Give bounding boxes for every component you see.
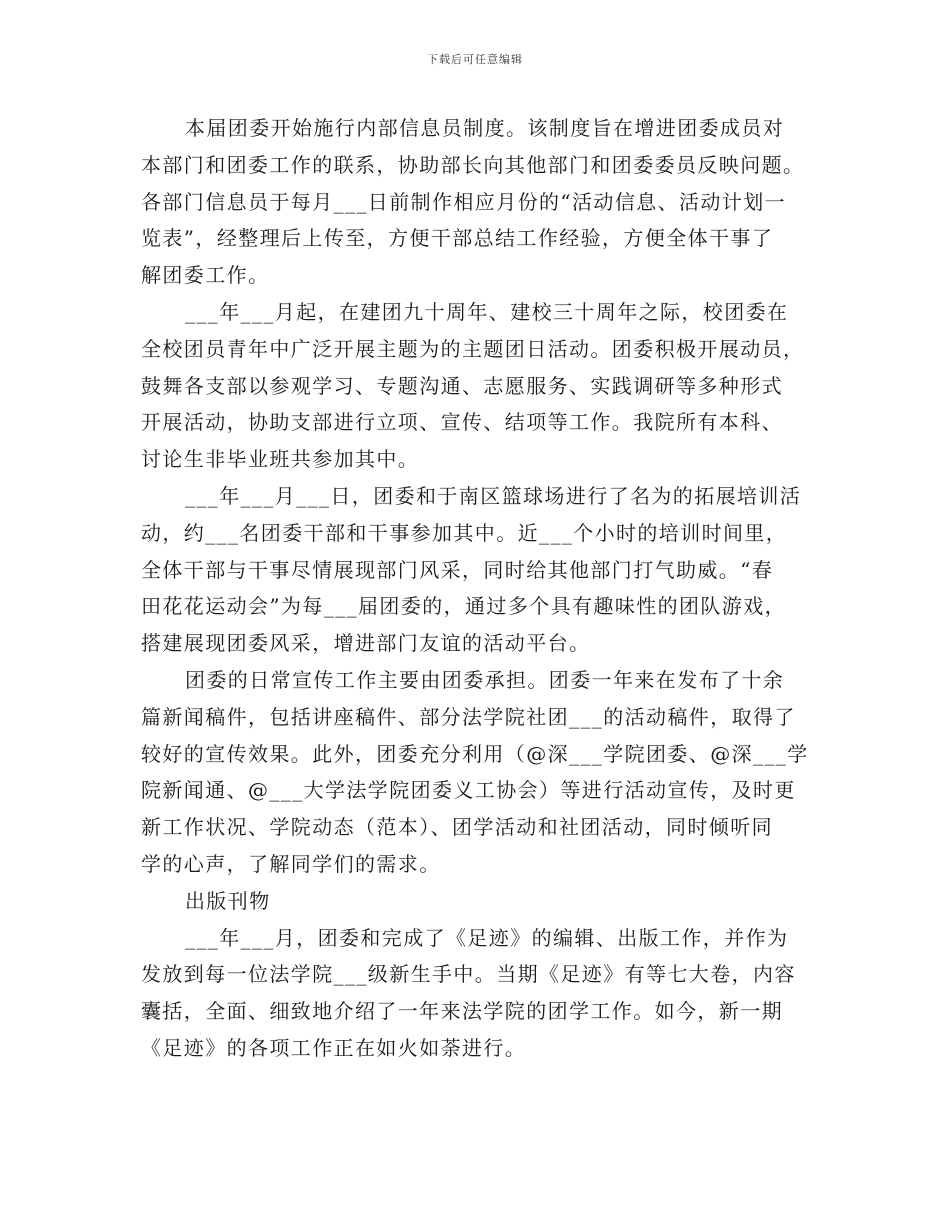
paragraph-line: 览表”，经整理后上传至，方便干部总结工作经验，方便全体干事了	[141, 226, 774, 251]
paragraph-line: 发放到每一位法学院___级新生手中。当期《足迹》有等七大卷，内容	[141, 962, 796, 987]
paragraph-line: 各部门信息员于每月___日前制作相应月份的“活动信息、活动计划一	[141, 189, 787, 214]
paragraph-line: 鼓舞各支部以参观学习、专题沟通、志愿服务、实践调研等多种形式	[141, 373, 783, 398]
paragraph-line: 田花花运动会”为每___届团委的，通过多个具有趣味性的团队游戏，	[141, 594, 787, 619]
paragraph-line: 动，约___名团委干部和干事参加其中。近___个小时的培训时间里，	[141, 520, 788, 545]
paragraph-footprints	[141, 920, 813, 1067]
paragraph-line: 院新闻通、@___大学法学院团委义工协会）等进行活动宣传，及时更	[141, 778, 796, 803]
section-heading-text: 出版刊物	[185, 888, 271, 913]
paragraph-line: 囊括，全面、细致地介绍了一年来法学院的团学工作。如今，新一期	[141, 999, 783, 1024]
paragraph-line: 本部门和团委工作的联系，协助部长向其他部门和团委委员反映问题。	[141, 152, 805, 177]
paragraph-info-officer	[141, 110, 813, 294]
paragraph-line: 较好的宣传效果。此外，团委充分利用（@深___学院团委、@深___学	[141, 741, 809, 766]
section-heading-publications	[141, 883, 813, 920]
paragraph-line: 本届团委开始施行内部信息员制度。该制度旨在增进团委成员对	[185, 116, 785, 140]
paragraph-line: 解团委工作。	[141, 263, 270, 288]
paragraph-line: 学的心声，了解同学们的需求。	[141, 851, 441, 876]
paragraph-line: 开展活动，协助支部进行立项、宣传、结项等工作。我院所有本科、	[141, 410, 783, 435]
paragraph-line: ___年___月，团委和完成了《足迹》的编辑、出版工作，并作为	[185, 925, 789, 950]
paragraph-line: 篇新闻稿件，包括讲座稿件、部分法学院社团___的活动稿件，取得了	[141, 704, 796, 729]
paragraph-line: 讨论生非毕业班共参加其中。	[141, 447, 420, 472]
paragraph-theme-day	[141, 294, 813, 478]
paragraph-training	[141, 478, 813, 662]
paragraph-line: 全校团员青年中广泛开展主题为的主题团日活动。团委积极开展动员，	[141, 336, 805, 361]
paragraph-line: 新工作状况、学院动态（范本）、团学活动和社团活动，同时倾听同	[141, 815, 773, 840]
paragraph-line: ___年___月___日，团委和于南区篮球场进行了名为的拓展培训活	[185, 483, 802, 508]
page-header-note: 下载后可任意编辑	[427, 53, 523, 66]
paragraph-line: 团委的日常宣传工作主要由团委承担。团委一年来在发布了十余	[185, 667, 785, 692]
document-body	[141, 110, 813, 1067]
paragraph-publicity	[141, 662, 813, 883]
paragraph-line: 《足迹》的各项工作正在如火如荼进行。	[141, 1035, 527, 1060]
paragraph-line: ___年___月起，在建团九十周年、建校三十周年之际，校团委在	[185, 299, 789, 324]
paragraph-line: 全体干部与干事尽情展现部门风采，同时给其他部门打气助威。“春	[141, 557, 774, 582]
paragraph-line: 搭建展现团委风采，增进部门友谊的活动平台。	[141, 631, 591, 656]
